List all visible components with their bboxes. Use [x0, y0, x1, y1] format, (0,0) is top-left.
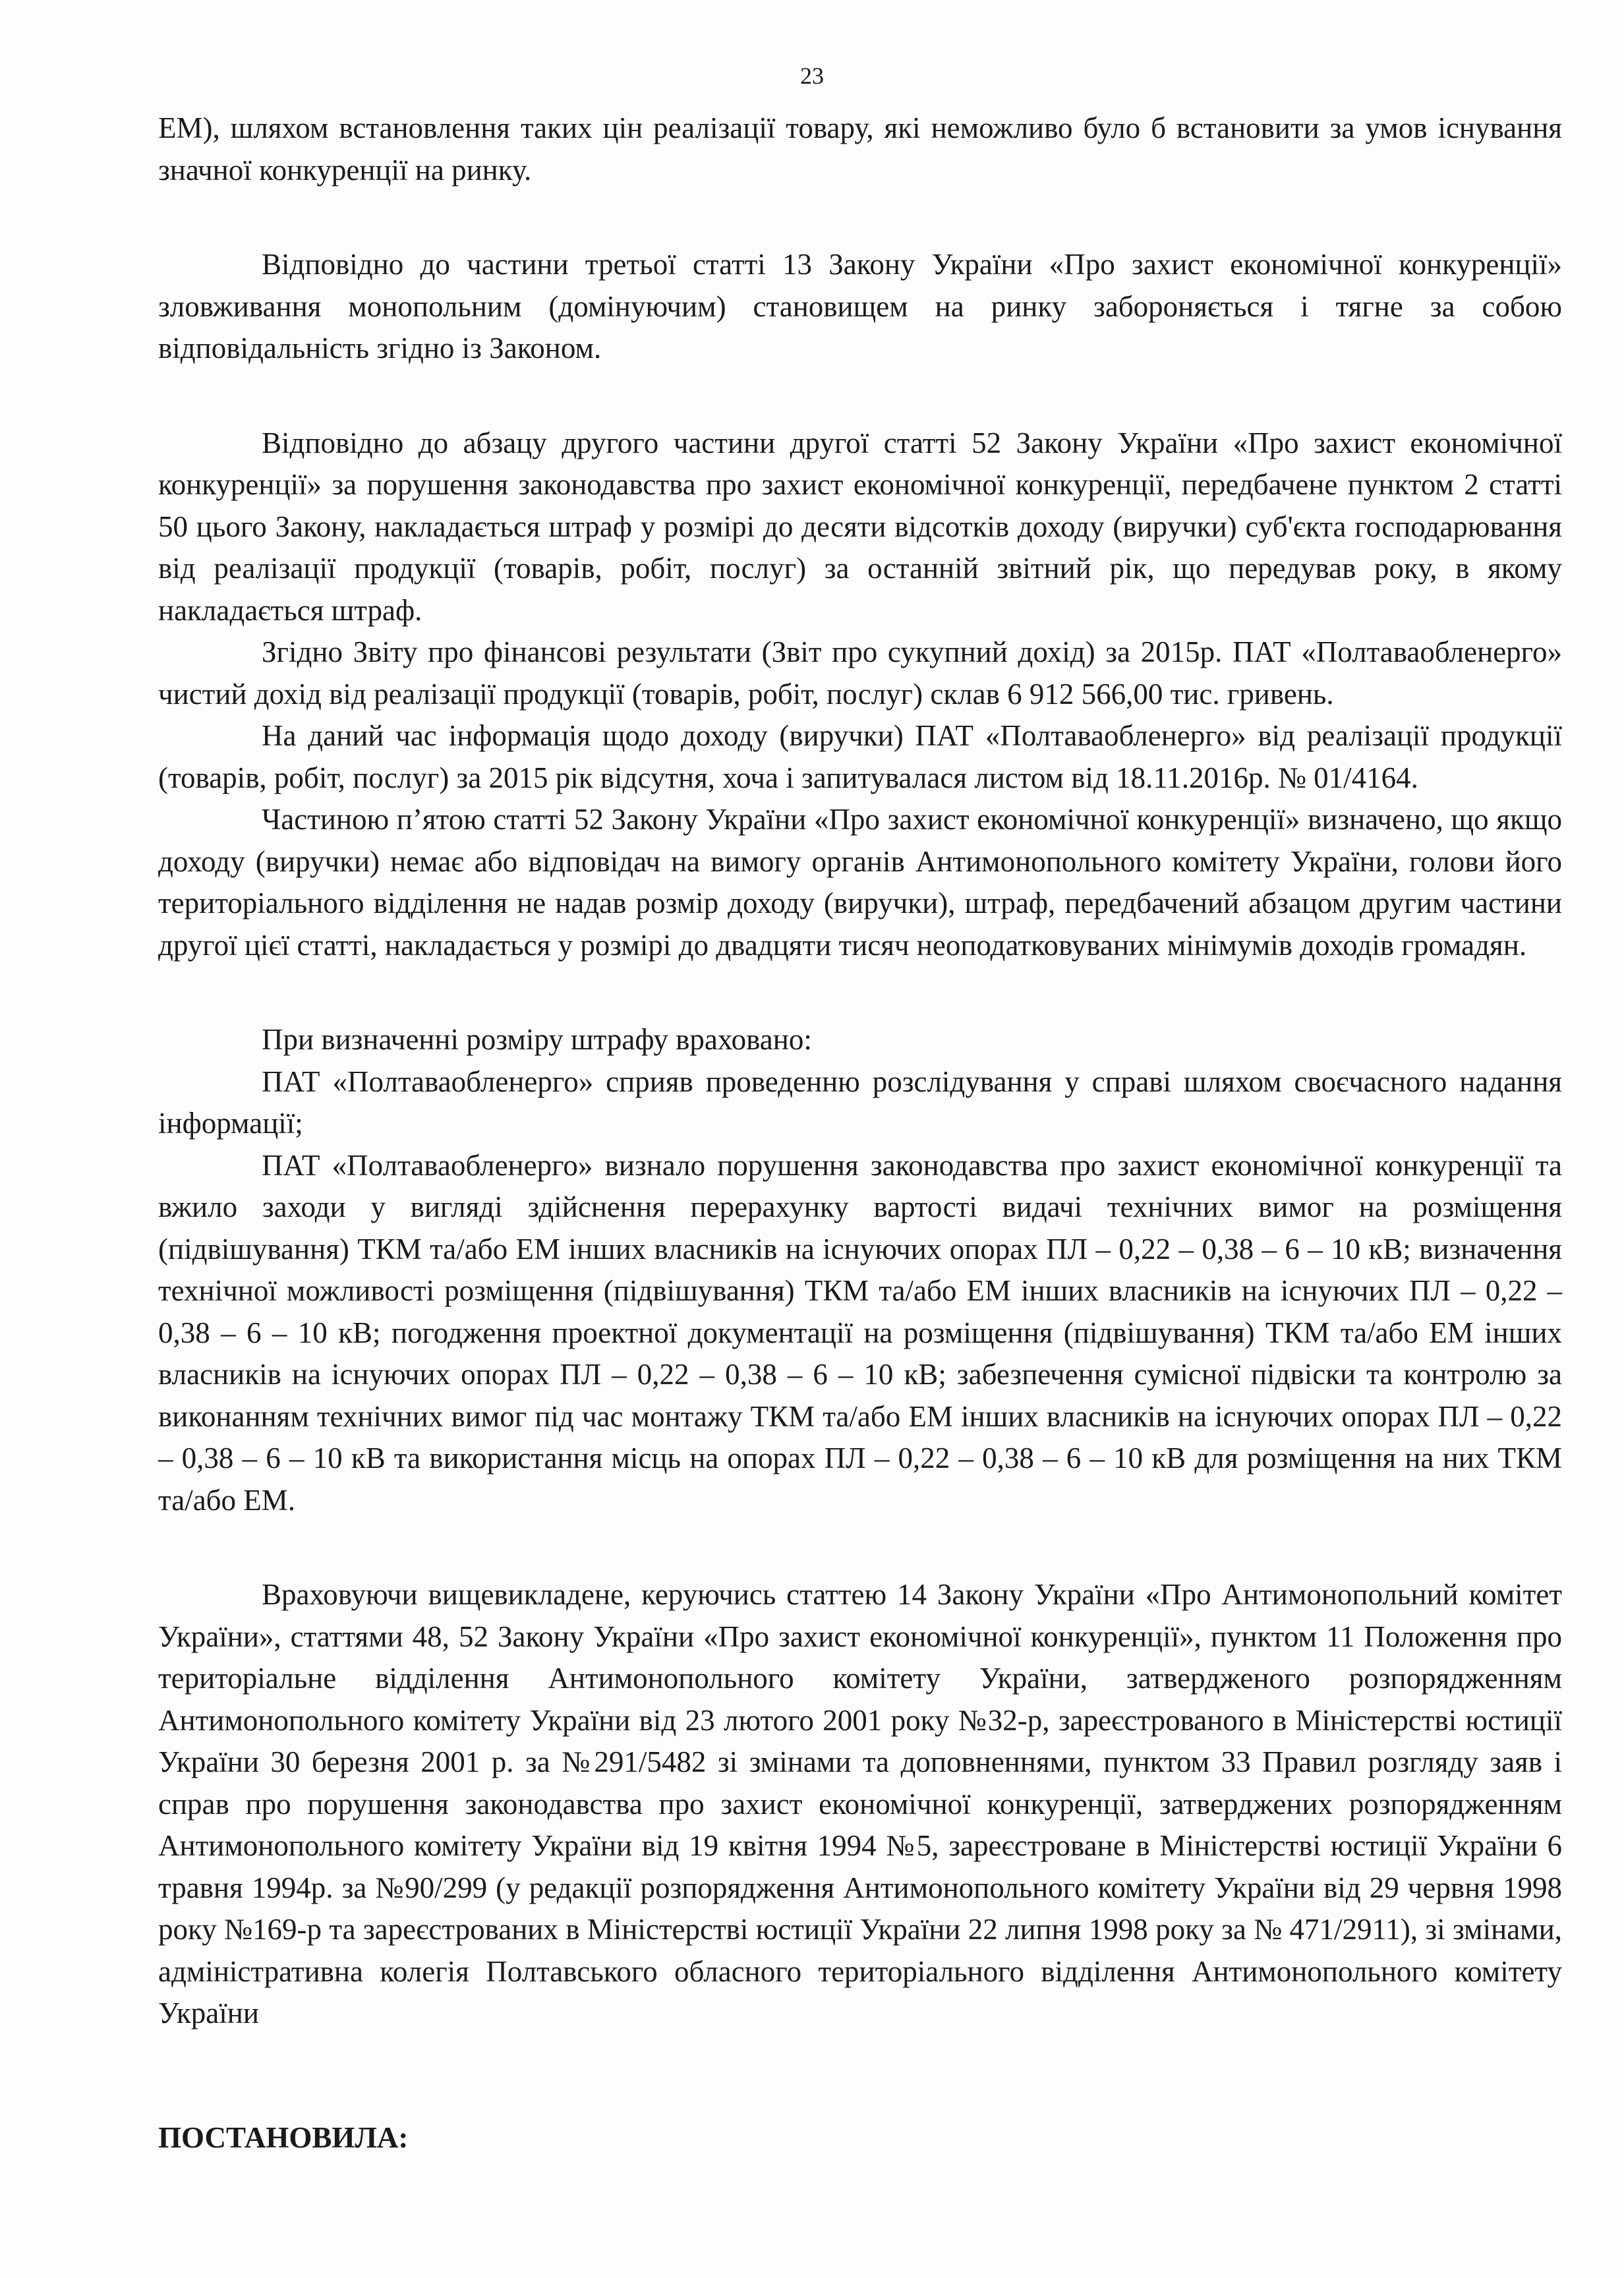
document-body: [158, 107, 1562, 2159]
resolution-heading: ПОСТАНОВИЛА:: [158, 2120, 409, 2154]
paragraph-fine-considerations-intro: При визначенні розміру штрафу враховано:: [262, 1023, 812, 1056]
paragraph-revenue-missing: На даний час інформація щодо доходу (виручки) ПАТ «Полтаваобленерго» від реалізації продукції (товарів, робіт, послуг) за 2015 рік відсутня, хоча і запитувалася листом від 18.11.2016р. № 01/4164.: [158, 719, 1562, 794]
paragraph-financial-report: Згідно Звіту про фінансові результати (Звіт про сукупний дохід) за 2015р. ПАТ «Полтаваобленерго» чистий дохід від реалізації продукції (товарів, робіт, послуг) склав 6 912 566,00 тис. гривень.: [158, 635, 1562, 711]
paragraph-continuation: ЕМ), шляхом встановлення таких цін реалізації товару, які неможливо було б встановити за умов існування значної конкуренції на ринку.: [158, 111, 1562, 187]
paragraph-article-52-part-5: Частиною п’ятою статті 52 Закону України «Про захист економічної конкуренції» визначено, що якщо доходу (виручки) немає або відповідач на вимогу органів Антимонопольного комітету України, голови його територіального відділення не надав розмір доходу (виручки), штраф, передбачений абзацом другим частини другої цієї статті, накладається у розмірі до двадцяти тисяч неоподатковуваних мінімумів доходів громадян.: [158, 803, 1562, 962]
paragraph-legal-basis: Враховуючи вищевикладене, керуючись статтею 14 Закону України «Про Антимонопольний комітет України», статтями 48, 52 Закону України «Про захист економічної конкуренції», пунктом 11 Положення про територіальне відділення Антимонопольного комітету України, затвердженого розпорядженням Антимонопольного комітету України від 23 лютого 2001 року №32-р, зареєстрованого в Міністерстві юстиції України 30 березня 2001 р. за №291/5482 зі змінами та доповненнями, пунктом 33 Правил розгляду заяв і справ про порушення законодавства про захист економічної конкуренції, затверджених розпорядженням Антимонопольного комітету України від 19 квітня 1994 №5, зареєстроване в Міністерстві юстиції України 6 травня 1994р. за №90/299 (у редакції розпорядження Антимонопольного комітету України від 29 червня 1998 року №169-р та зареєстрованих в Міністерстві юстиції України 22 липня 1998 року за № 471/2911), зі змінами, адміністративна колегія Полтавського обласного територіального відділення Антимонопольного комітету України: [158, 1578, 1562, 2030]
paragraph-article-52-fine: Відповідно до абзацу другого частини другої статті 52 Закону України «Про захист економічної конкуренції» за порушення законодавства про захист економічної конкуренції, передбачене пунктом 2 статті 50 цього Закону, накладається штраф у розмірі до десяти відсотків доходу (виручки) суб'єкта господарювання від реалізації продукції (товарів, робіт, послуг) за останній звітний рік, що передував року, в якому накладається штраф.: [158, 426, 1562, 627]
paragraph-consideration-cooperation: ПАТ «Полтаваобленерго» сприяв проведенню розслідування у справі шляхом своєчасного надання інформації;: [158, 1065, 1562, 1140]
paragraph-article-13: Відповідно до частини третьої статті 13 Закону України «Про захист економічної конкуренції» зловживання монопольним (домінуючим) становищем на ринку забороняється і тягне за собою відповідальність згідно із Законом.: [158, 248, 1562, 365]
paragraph-consideration-admission: ПАТ «Полтаваобленерго» визнало порушення законодавства про захист економічної конкуренції та вжило заходи у вигляді здійснення перерахунку вартості видачі технічних вимог на розміщення (підвішування) ТКМ та/або ЕМ інших власників на існуючих опорах ПЛ – 0,22 – 0,38 – 6 – 10 кВ; визначення технічної можливості розміщення (підвішування) ТКМ та/або ЕМ інших власників на існуючих ПЛ – 0,22 – 0,38 – 6 – 10 кВ; погодження проектної документації на розміщення (підвішування) ТКМ та/або ЕМ інших власників на існуючих опорах ПЛ – 0,22 – 0,38 – 6 – 10 кВ; забезпечення сумісної підвіски та контролю за виконанням технічних вимог під час монтажу ТКМ та/або ЕМ інших власників на існуючих опорах ПЛ – 0,22 – 0,38 – 6 – 10 кВ та використання місць на опорах ПЛ – 0,22 – 0,38 – 6 – 10 кВ для розміщення на них ТКМ та/або ЕМ.: [158, 1148, 1562, 1517]
page-number: 23: [800, 63, 824, 89]
